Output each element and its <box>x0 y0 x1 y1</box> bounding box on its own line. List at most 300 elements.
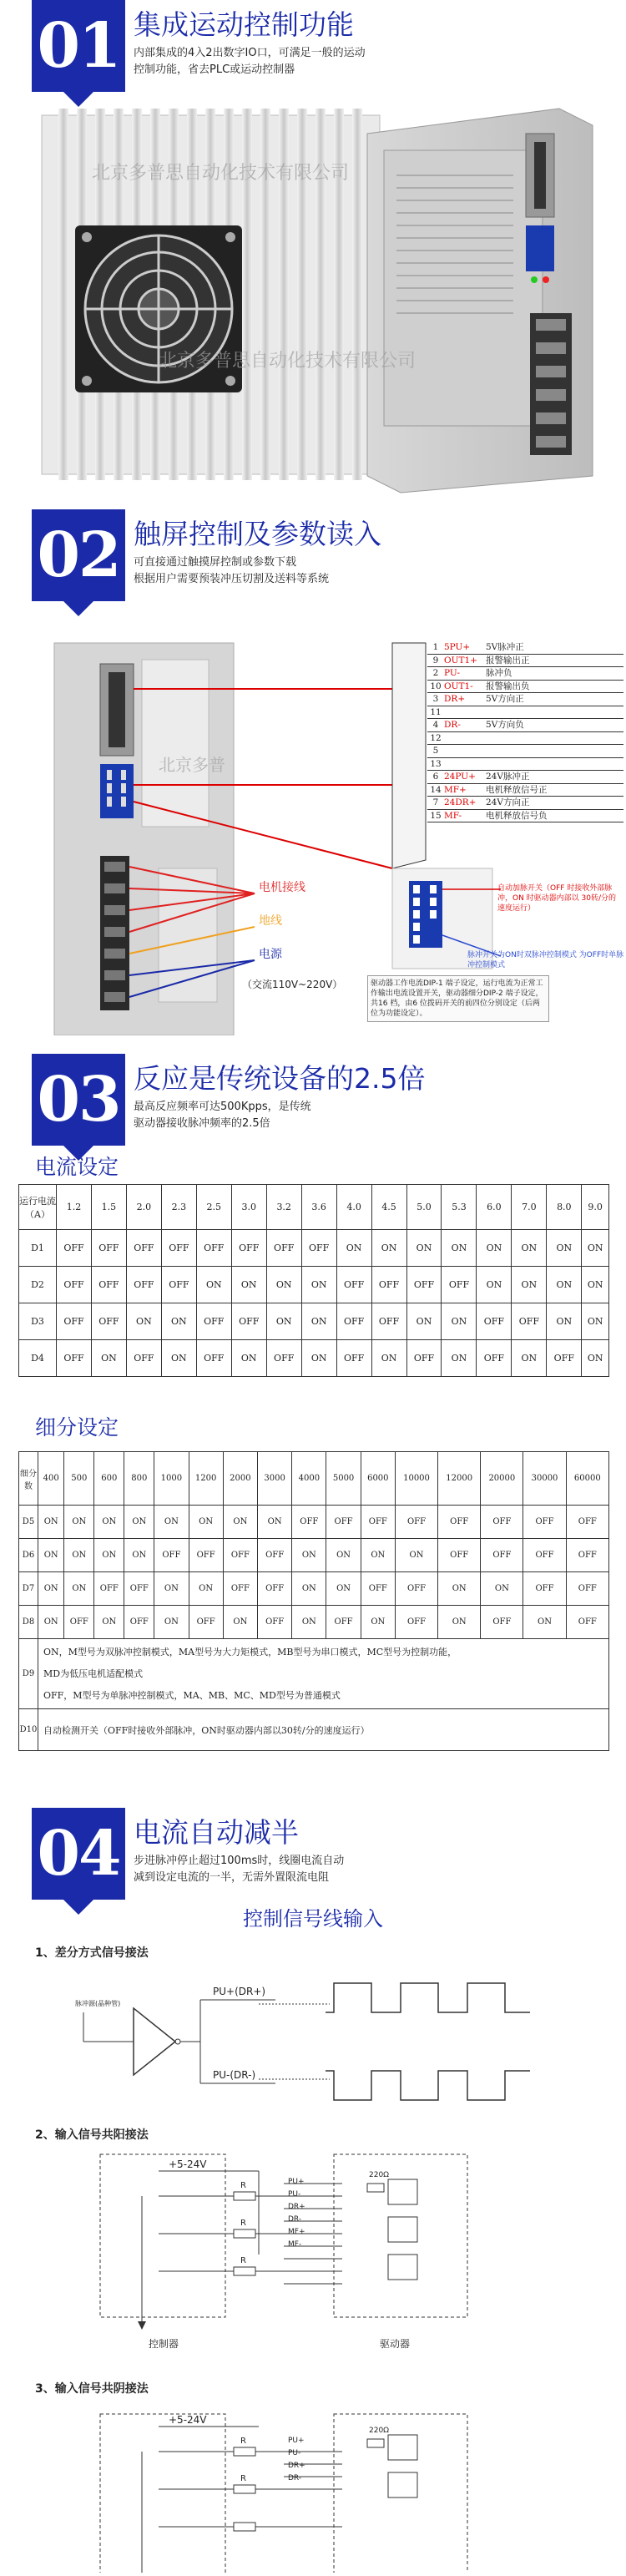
cell: OFF <box>395 1606 437 1639</box>
cell: OFF <box>124 1572 154 1606</box>
pulse-source-label: 脉冲源(晶种管) <box>75 2000 121 2007</box>
current-value: 5.3 <box>442 1185 477 1230</box>
resistor-label: R <box>240 2474 246 2483</box>
microstep-value: 12000 <box>438 1452 481 1506</box>
pin-row <box>427 797 623 810</box>
cell: OFF <box>523 1539 566 1572</box>
cell: OFF <box>395 1506 437 1539</box>
cell: OFF <box>336 1267 371 1303</box>
cell: OFF <box>406 1267 442 1303</box>
cell: OFF <box>231 1303 266 1340</box>
cell: ON <box>223 1506 257 1539</box>
row-label: D2 <box>19 1267 57 1303</box>
product-photo-drive <box>25 100 601 501</box>
cell: ON <box>94 1539 124 1572</box>
desc-line: 最高反应频率可达500Kpps，是传统 <box>134 1101 311 1113</box>
section-01-header <box>32 0 599 92</box>
cell: OFF <box>126 1340 161 1377</box>
current-value: 9.0 <box>582 1185 609 1230</box>
pin-no: 12 <box>430 732 442 743</box>
cell: ON <box>94 1606 124 1639</box>
pin-row <box>427 655 623 668</box>
cell: ON <box>38 1572 64 1606</box>
signal-label: PU- <box>288 2449 301 2457</box>
ohm-label: 220Ω <box>369 2427 390 2435</box>
power-note: （交流110V~220V） <box>242 979 343 990</box>
common-cathode-schematic <box>92 2401 476 2573</box>
section-03-header <box>32 1054 599 1146</box>
cell: OFF <box>257 1539 291 1572</box>
cell: ON <box>582 1340 609 1377</box>
cell: OFF <box>94 1572 124 1606</box>
microstep-value: 4000 <box>292 1452 326 1506</box>
pin-row <box>427 706 623 720</box>
differential-waveform <box>50 1962 618 2104</box>
table-row <box>19 1506 609 1539</box>
common-anode-schematic <box>92 2146 476 2355</box>
cell: OFF <box>395 1572 437 1606</box>
d9-description <box>38 1639 609 1709</box>
pin-row <box>427 681 623 694</box>
current-value: 4.5 <box>371 1185 406 1230</box>
microstep-value: 800 <box>124 1452 154 1506</box>
interface-diagram <box>0 618 626 1035</box>
row-label: D6 <box>19 1539 38 1572</box>
cell: ON <box>301 1340 336 1377</box>
cell: OFF <box>301 1230 336 1267</box>
current-value: 1.5 <box>91 1185 126 1230</box>
pin-row <box>427 693 623 706</box>
microstep-value: 400 <box>38 1452 64 1506</box>
pin-desc: 24V脉冲正 <box>486 772 530 782</box>
d10-description: 自动检测开关（OFF时接收外部脉冲，ON时驱动器内部以30转/分的速度运行） <box>38 1709 609 1751</box>
cell: OFF <box>64 1606 94 1639</box>
table-row <box>19 1639 609 1709</box>
d9-line: OFF，M型号为单脉冲控制模式，MA、MB、MC、MD型号为普通模式 <box>43 1689 341 1701</box>
cell: OFF <box>124 1606 154 1639</box>
cell: ON <box>406 1230 442 1267</box>
pin-name: MF+ <box>444 784 467 795</box>
cell: OFF <box>231 1230 266 1267</box>
cell: OFF <box>477 1340 512 1377</box>
pu-minus-label: PU-(DR-) <box>213 2069 256 2081</box>
terminal-labels <box>259 878 305 964</box>
pin-desc: 报警输出负 <box>486 681 530 691</box>
supply-label: +5-24V <box>169 2414 207 2426</box>
cell: OFF <box>91 1267 126 1303</box>
signal-label: DR+ <box>288 2203 305 2211</box>
watermark: 北京多普思自动化技术有限公司 <box>159 351 416 372</box>
signal-label: PU+ <box>288 2437 305 2445</box>
cell: OFF <box>371 1267 406 1303</box>
microstep-value: 30000 <box>523 1452 566 1506</box>
pin-desc: 24V方向正 <box>486 797 530 807</box>
cell: ON <box>189 1572 223 1606</box>
cell: ON <box>395 1539 437 1572</box>
desc-line: 驱动器接收脉冲频率的2.5倍 <box>134 1117 270 1130</box>
pin-name: DR+ <box>444 694 466 704</box>
cell: ON <box>231 1267 266 1303</box>
section-number: 04 <box>32 1808 125 1900</box>
cell: OFF <box>266 1230 301 1267</box>
d9-line: ON，M型号为双脉冲控制模式，MA型号为大力矩模式，MB型号为串口模式，MC型号为控制功能， <box>43 1646 457 1657</box>
section-02-header <box>32 509 599 601</box>
table-row <box>19 1303 609 1340</box>
cell: OFF <box>371 1303 406 1340</box>
cell: ON <box>38 1506 64 1539</box>
cell: ON <box>301 1303 336 1340</box>
pu-plus-label: PU+(DR+) <box>213 1986 266 1997</box>
pin-desc: 脉冲负 <box>486 668 512 678</box>
pin-row <box>427 810 623 823</box>
resistor-label: R <box>240 2219 246 2228</box>
driver-label: 驱动器 <box>380 2338 411 2350</box>
section-title: 集成运动控制功能 <box>134 8 354 41</box>
watermark: 北京多普 <box>159 755 225 775</box>
table-row <box>19 1572 609 1606</box>
common-anode-title: 2、输入信号共阳接法 <box>35 2128 149 2142</box>
table-row <box>19 1267 609 1303</box>
cell: ON <box>38 1606 64 1639</box>
pin-name: OUT1+ <box>444 655 477 666</box>
cell: ON <box>257 1506 291 1539</box>
pin-row <box>427 667 623 681</box>
pin-no: 5 <box>432 746 439 756</box>
cell: ON <box>64 1572 94 1606</box>
table-row <box>19 1539 609 1572</box>
microstep-value: 5000 <box>326 1452 361 1506</box>
header-label: 运行电流（A） <box>19 1185 57 1230</box>
pin-row <box>427 719 623 732</box>
microstep-value: 10000 <box>395 1452 437 1506</box>
motor-wiring-label: 电机接线 <box>259 881 305 894</box>
ground-label: 地线 <box>259 914 282 928</box>
cell: OFF <box>523 1506 566 1539</box>
cell: OFF <box>223 1539 257 1572</box>
cell: ON <box>154 1572 189 1606</box>
current-value: 2.0 <box>126 1185 161 1230</box>
table-row <box>19 1230 609 1267</box>
ohm-label: 220Ω <box>369 2171 390 2179</box>
cell: OFF <box>512 1303 547 1340</box>
cell: ON <box>38 1539 64 1572</box>
watermark: 北京多普思自动化技术有限公司 <box>92 163 350 184</box>
common-cathode-diagram <box>92 2401 476 2573</box>
row-label: D7 <box>19 1572 38 1606</box>
cell: ON <box>266 1303 301 1340</box>
cell: ON <box>301 1267 336 1303</box>
cell: ON <box>361 1606 395 1639</box>
microstep-value: 60000 <box>566 1452 608 1506</box>
cell: OFF <box>566 1539 608 1572</box>
pin-name <box>444 732 486 745</box>
cell: OFF <box>223 1572 257 1606</box>
cell: ON <box>124 1506 154 1539</box>
cell: ON <box>582 1230 609 1267</box>
current-value: 2.3 <box>161 1185 196 1230</box>
cell: ON <box>547 1267 582 1303</box>
row-label: D3 <box>19 1303 57 1340</box>
current-value: 3.6 <box>301 1185 336 1230</box>
resistor-label: R <box>240 2437 246 2446</box>
pin-row <box>427 732 623 746</box>
cell: ON <box>582 1267 609 1303</box>
pin-no: 2 <box>432 668 439 678</box>
section-description <box>134 1853 509 1886</box>
row-label: D1 <box>19 1230 57 1267</box>
pin-name: MF- <box>444 810 462 821</box>
cell: ON <box>438 1606 481 1639</box>
microstep-value: 500 <box>64 1452 94 1506</box>
section-number: 03 <box>32 1054 125 1146</box>
cell: OFF <box>126 1230 161 1267</box>
cell: ON <box>266 1267 301 1303</box>
cell: OFF <box>91 1230 126 1267</box>
cell: ON <box>94 1506 124 1539</box>
cell: OFF <box>57 1230 92 1267</box>
microstep-value: 20000 <box>481 1452 523 1506</box>
pin-no: 15 <box>430 810 442 821</box>
current-value: 3.2 <box>266 1185 301 1230</box>
row-label: D5 <box>19 1506 38 1539</box>
cell: ON <box>547 1303 582 1340</box>
supply-label: +5-24V <box>169 2158 207 2170</box>
cell: ON <box>442 1230 477 1267</box>
cell: OFF <box>336 1303 371 1340</box>
cell: ON <box>523 1606 566 1639</box>
cell: OFF <box>266 1340 301 1377</box>
power-label: 电源 <box>259 948 282 961</box>
cell: OFF <box>326 1506 361 1539</box>
cell: OFF <box>406 1340 442 1377</box>
pin-table <box>427 641 623 822</box>
pin-no: 13 <box>430 758 442 769</box>
d9-line: MD为低压电机适配模式 <box>43 1668 144 1679</box>
section-number: 02 <box>32 509 125 601</box>
cell: ON <box>223 1606 257 1639</box>
pin-no: 14 <box>430 784 442 795</box>
section-description <box>134 45 509 78</box>
pin-row <box>427 758 623 772</box>
cell: ON <box>361 1539 395 1572</box>
cell: ON <box>512 1230 547 1267</box>
pin-name: 24PU+ <box>444 772 476 782</box>
cell: ON <box>481 1572 523 1606</box>
cell: ON <box>442 1340 477 1377</box>
cell: OFF <box>438 1539 481 1572</box>
pin-name: OUT1- <box>444 681 473 691</box>
cell: OFF <box>57 1267 92 1303</box>
cell: OFF <box>196 1340 231 1377</box>
cell: ON <box>336 1230 371 1267</box>
cell: OFF <box>547 1340 582 1377</box>
cell: OFF <box>57 1303 92 1340</box>
pin-row <box>427 784 623 797</box>
cell: ON <box>547 1230 582 1267</box>
pin-row <box>427 745 623 758</box>
cell: OFF <box>292 1506 326 1539</box>
cell: OFF <box>566 1606 608 1639</box>
row-label: D9 <box>19 1639 38 1709</box>
pin-name <box>444 706 486 719</box>
row-label: D8 <box>19 1606 38 1639</box>
cell: ON <box>124 1539 154 1572</box>
cell: ON <box>512 1340 547 1377</box>
current-value: 4.0 <box>336 1185 371 1230</box>
row-label: D4 <box>19 1340 57 1377</box>
cell: OFF <box>477 1303 512 1340</box>
cell: OFF <box>442 1267 477 1303</box>
cell: ON <box>189 1506 223 1539</box>
pin-desc: 电机释放信号负 <box>486 810 548 821</box>
cell: OFF <box>523 1572 566 1606</box>
pin-name: 5PU+ <box>444 642 471 652</box>
microstep-value: 1200 <box>189 1452 223 1506</box>
signal-label: MF- <box>288 2240 302 2249</box>
signal-label: DR- <box>288 2215 302 2224</box>
section-description <box>134 554 509 588</box>
cell: ON <box>477 1230 512 1267</box>
cell: ON <box>161 1340 196 1377</box>
cell: OFF <box>161 1230 196 1267</box>
pin-name: DR- <box>444 720 461 730</box>
differential-diagram <box>50 1962 618 2104</box>
table-row <box>19 1606 609 1639</box>
cell: OFF <box>196 1230 231 1267</box>
current-table <box>18 1184 609 1377</box>
dip-note-pulse: 脉冲开关为ON时双脉冲控制模式 为OFF时单脉冲控制模式 <box>467 951 624 969</box>
microstep-value: 1000 <box>154 1452 189 1506</box>
pin-desc: 5V方向正 <box>486 694 524 704</box>
table-row <box>19 1340 609 1377</box>
cell: ON <box>477 1267 512 1303</box>
microstep-value: 6000 <box>361 1452 395 1506</box>
cell: OFF <box>161 1267 196 1303</box>
cell: ON <box>512 1267 547 1303</box>
cell: OFF <box>361 1572 395 1606</box>
pin-no: 3 <box>432 694 439 704</box>
cell: ON <box>292 1539 326 1572</box>
pin-row <box>427 641 623 655</box>
section-number: 01 <box>32 0 125 92</box>
resistor-label: R <box>240 2256 246 2265</box>
desc-line: 步进脉冲停止超过100ms时，线圈电流自动 <box>134 1855 345 1867</box>
signal-label: PU- <box>288 2190 301 2199</box>
current-value: 8.0 <box>547 1185 582 1230</box>
pin-no: 4 <box>432 720 439 730</box>
section-title: 反应是传统设备的2.5倍 <box>134 1062 426 1095</box>
cell: OFF <box>481 1506 523 1539</box>
cell: OFF <box>91 1303 126 1340</box>
resistor-label: R <box>240 2181 246 2190</box>
cell: OFF <box>566 1506 608 1539</box>
desc-line: 可直接通过触摸屏控制或参数下载 <box>134 556 297 569</box>
cell: ON <box>326 1539 361 1572</box>
microstep-value: 2000 <box>223 1452 257 1506</box>
dip-note-current: 驱动器工作电流DIP-1 端子设定，运行电流为正常工作输出电流设置开关，驱动器细分DIP-2 端子设定，共16 档，由6 位拨码开关的前四位分别设定（后两位为功能设定）。 <box>367 975 549 1022</box>
cell: OFF <box>189 1539 223 1572</box>
section-04-header <box>32 1808 599 1900</box>
signal-label: DR- <box>288 2474 302 2482</box>
desc-line: 内部集成的4入2出数字IO口，可满足一般的运动 <box>134 47 366 59</box>
cell: OFF <box>481 1539 523 1572</box>
section-description <box>134 1099 509 1132</box>
cell: OFF <box>189 1606 223 1639</box>
current-value: 1.2 <box>57 1185 92 1230</box>
pin-no: 10 <box>430 681 442 691</box>
cell: OFF <box>326 1606 361 1639</box>
cell: OFF <box>196 1303 231 1340</box>
section-title: 触屏控制及参数读入 <box>134 518 381 550</box>
cell: ON <box>64 1539 94 1572</box>
microstep-value: 3000 <box>257 1452 291 1506</box>
cell: ON <box>154 1506 189 1539</box>
current-value: 3.0 <box>231 1185 266 1230</box>
cell: ON <box>582 1303 609 1340</box>
common-cathode-title: 3、输入信号共阴接法 <box>35 2382 149 2396</box>
pin-desc: 报警输出正 <box>486 655 530 666</box>
desc-line: 控制功能，省去PLC或运动控制器 <box>134 63 295 76</box>
pin-no: 9 <box>432 655 439 666</box>
cell: ON <box>371 1340 406 1377</box>
cell: ON <box>161 1303 196 1340</box>
pin-name <box>444 758 486 771</box>
cell: OFF <box>438 1506 481 1539</box>
pin-no: 6 <box>432 772 439 782</box>
signal-label: DR+ <box>288 2462 305 2470</box>
desc-line: 减到设定电流的一半，无需外置限流电阻 <box>134 1871 330 1884</box>
header-label: 细分数 <box>19 1452 38 1506</box>
microstep-value: 600 <box>94 1452 124 1506</box>
cell: ON <box>91 1340 126 1377</box>
cell: ON <box>438 1572 481 1606</box>
table-row <box>19 1709 609 1751</box>
cell: ON <box>126 1303 161 1340</box>
cell: OFF <box>361 1506 395 1539</box>
cell: ON <box>292 1572 326 1606</box>
signal-label: PU+ <box>288 2178 305 2186</box>
cell: ON <box>371 1230 406 1267</box>
cell: OFF <box>566 1572 608 1606</box>
cell: ON <box>154 1606 189 1639</box>
cell: ON <box>231 1340 266 1377</box>
desc-line: 根据用户需要预装冲压切割及送料等系统 <box>134 573 330 585</box>
cell: ON <box>326 1572 361 1606</box>
current-value: 2.5 <box>196 1185 231 1230</box>
cell: ON <box>442 1303 477 1340</box>
pin-no: 7 <box>432 797 439 807</box>
differential-wiring-title: 1、差分方式信号接法 <box>35 1946 149 1960</box>
cell: OFF <box>336 1340 371 1377</box>
cell: ON <box>64 1506 94 1539</box>
common-anode-diagram <box>92 2146 476 2355</box>
cell: OFF <box>154 1539 189 1572</box>
control-signal-title: 控制信号线输入 <box>243 1907 383 1931</box>
pin-name: 24DR+ <box>444 797 477 807</box>
current-value: 6.0 <box>477 1185 512 1230</box>
pin-desc: 5V方向负 <box>486 720 524 730</box>
cell: OFF <box>257 1572 291 1606</box>
pin-desc: 5V脉冲正 <box>486 642 524 652</box>
cell: OFF <box>57 1340 92 1377</box>
cell: ON <box>292 1606 326 1639</box>
cell: OFF <box>481 1606 523 1639</box>
cell: ON <box>196 1267 231 1303</box>
pin-no: 11 <box>430 706 442 717</box>
signal-label: MF+ <box>288 2228 305 2236</box>
section-title: 电流自动减半 <box>134 1816 299 1849</box>
signal-labels <box>288 2435 305 2485</box>
